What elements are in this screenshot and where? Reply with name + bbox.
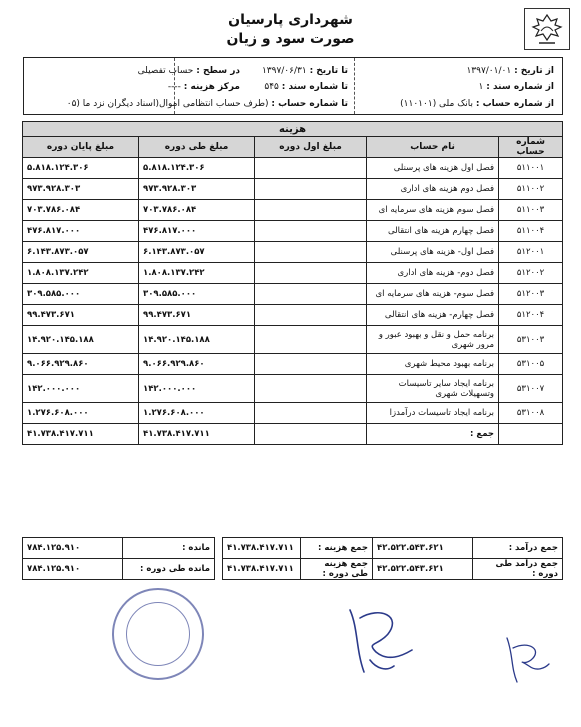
account-code: ۵۱۱۰۰۳: [499, 200, 563, 221]
col-account-no: شماره حساب: [499, 137, 563, 158]
section-title: هزینه: [23, 122, 563, 137]
table-row: [23, 179, 563, 200]
from-doc-number: از شماره سند : ۱: [478, 82, 554, 92]
cost-center: مرکز هزینه : ----: [167, 82, 240, 92]
col-opening-amount: مبلغ اول دوره: [255, 137, 367, 158]
table-row: [23, 158, 563, 179]
account-code: ۵۱۲۰۰۱: [499, 242, 563, 263]
table-row: [23, 354, 563, 375]
expense-table: [22, 121, 563, 445]
balance-value: ۷۸۴.۱۲۵.۹۱۰: [23, 538, 123, 559]
income-period-label: جمع درآمد طی دوره :: [473, 559, 563, 580]
from-date: از تاریخ : ۱۳۹۷/۰۱/۰۱: [466, 66, 554, 76]
account-name: فصل دوم هزینه های اداری: [367, 179, 499, 200]
opening-amount: [255, 221, 367, 242]
expense-total-label: جمع هزینه :: [301, 538, 373, 559]
opening-amount: [255, 326, 367, 354]
opening-amount: [255, 375, 367, 403]
period-amount: ۶.۱۴۳.۸۷۳.۰۵۷: [139, 242, 255, 263]
account-name: فصل چهارم هزینه های انتقالی: [367, 221, 499, 242]
income-total-label: جمع درآمد :: [473, 538, 563, 559]
account-name: فصل سوم- هزینه های سرمایه ای: [367, 284, 499, 305]
total-label: جمع :: [367, 424, 499, 445]
period-amount: ۱۴۲.۰۰۰.۰۰۰: [139, 375, 255, 403]
col-account-name: نام حساب: [367, 137, 499, 158]
summary-gap: [215, 538, 223, 559]
opening-amount: [255, 284, 367, 305]
summary-gap-2: [215, 559, 223, 580]
col-period-amount: مبلغ طی دوره: [139, 137, 255, 158]
balance-period-label: مانده طی دوره :: [123, 559, 215, 580]
closing-amount: ۱۴۲.۰۰۰.۰۰۰: [23, 375, 139, 403]
col-closing-amount: مبلغ پایان دوره: [23, 137, 139, 158]
from-account: از شماره حساب : بانک ملی (۱۱۰۱۰۱): [400, 99, 554, 109]
total-period: ۴۱.۷۳۸.۴۱۷.۷۱۱: [139, 424, 255, 445]
table-row: [23, 284, 563, 305]
signature: [330, 600, 420, 680]
to-account: تا شماره حساب : (طرف حساب انتظامی اموال(اسناد دیگران نزد ما (۰۵: [66, 99, 348, 109]
expense-total-value: ۴۱.۷۳۸.۴۱۷.۷۱۱: [223, 538, 301, 559]
account-name: فصل اول هزینه های پرسنلی: [367, 158, 499, 179]
closing-amount: ۱.۲۷۶.۶۰۸.۰۰۰: [23, 403, 139, 424]
table-row: [23, 305, 563, 326]
account-name: فصل اول- هزینه های پرسنلی: [367, 242, 499, 263]
period-amount: ۴۷۶.۸۱۷.۰۰۰: [139, 221, 255, 242]
table-row: [23, 242, 563, 263]
opening-amount: [255, 403, 367, 424]
account-name: برنامه حمل و نقل و بهبود عبور و مرور شهری: [367, 326, 499, 354]
account-code: ۵۳۱۰۰۳: [499, 326, 563, 354]
municipality-name: شهرداری پارسیان: [228, 12, 353, 28]
total-opening: [255, 424, 367, 445]
closing-amount: ۹.۰۶۶.۹۲۹.۸۶۰: [23, 354, 139, 375]
period-amount: ۹.۰۶۶.۹۲۹.۸۶۰: [139, 354, 255, 375]
report-title: صورت سود و زیان: [226, 31, 355, 47]
total-blank: [499, 424, 563, 445]
opening-amount: [255, 263, 367, 284]
account-code: ۵۳۱۰۰۷: [499, 375, 563, 403]
opening-amount: [255, 158, 367, 179]
account-name: برنامه بهبود محیط شهری: [367, 354, 499, 375]
account-code: ۵۱۲۰۰۳: [499, 284, 563, 305]
period-amount: ۱۴.۹۲۰.۱۴۵.۱۸۸: [139, 326, 255, 354]
summary-table: [22, 537, 563, 580]
to-date: تا تاریخ : ۱۳۹۷/۰۶/۳۱: [261, 66, 348, 76]
municipality-logo-icon: [524, 8, 570, 50]
period-amount: ۳۰۹.۵۸۵.۰۰۰: [139, 284, 255, 305]
period-amount: ۵.۸۱۸.۱۲۴.۳۰۶: [139, 158, 255, 179]
total-closing: ۴۱.۷۳۸.۴۱۷.۷۱۱: [23, 424, 139, 445]
account-name: برنامه ایجاد سایر تاسیسات وتسهیلات شهری: [367, 375, 499, 403]
expense-period-value: ۴۱.۷۳۸.۴۱۷.۷۱۱: [223, 559, 301, 580]
table-row: [23, 263, 563, 284]
initials-signature: [495, 628, 555, 688]
to-doc-number: تا شماره سند : ۵۴۵: [264, 82, 348, 92]
closing-amount: ۱۴.۹۲۰.۱۴۵.۱۸۸: [23, 326, 139, 354]
table-row: [23, 326, 563, 354]
closing-amount: ۵.۸۱۸.۱۲۴.۳۰۶: [23, 158, 139, 179]
report-filters-box: [23, 57, 563, 115]
period-amount: ۱.۸۰۸.۱۳۷.۲۴۲: [139, 263, 255, 284]
account-code: ۵۱۱۰۰۴: [499, 221, 563, 242]
table-row: [23, 221, 563, 242]
account-name: فصل چهارم- هزینه های انتقالی: [367, 305, 499, 326]
account-name: فصل دوم- هزینه های اداری: [367, 263, 499, 284]
income-total-value: ۴۲.۵۲۲.۵۴۳.۶۲۱: [373, 538, 473, 559]
period-amount: ۷۰۳.۷۸۶.۰۸۴: [139, 200, 255, 221]
closing-amount: ۳۰۹.۵۸۵.۰۰۰: [23, 284, 139, 305]
balance-period-value: ۷۸۴.۱۲۵.۹۱۰: [23, 559, 123, 580]
closing-amount: ۷۰۳.۷۸۶.۰۸۴: [23, 200, 139, 221]
account-code: ۵۱۲۰۰۲: [499, 263, 563, 284]
closing-amount: ۶.۱۴۳.۸۷۳.۰۵۷: [23, 242, 139, 263]
account-code: ۵۱۲۰۰۴: [499, 305, 563, 326]
table-row: [23, 403, 563, 424]
account-name: برنامه ایجاد تاسیسات درآمدزا: [367, 403, 499, 424]
table-row: [23, 200, 563, 221]
account-code: ۵۱۱۰۰۲: [499, 179, 563, 200]
income-period-value: ۴۲.۵۲۲.۵۴۳.۶۲۱: [373, 559, 473, 580]
balance-label: مانده :: [123, 538, 215, 559]
account-name: فصل سوم هزینه های سرمایه ای: [367, 200, 499, 221]
closing-amount: ۹۷۳.۹۲۸.۳۰۳: [23, 179, 139, 200]
closing-amount: ۹۹.۴۷۳.۶۷۱: [23, 305, 139, 326]
official-stamp: [112, 588, 204, 680]
account-code: ۵۳۱۰۰۸: [499, 403, 563, 424]
opening-amount: [255, 242, 367, 263]
account-code: ۵۱۱۰۰۱: [499, 158, 563, 179]
opening-amount: [255, 305, 367, 326]
table-total-row: [23, 424, 563, 445]
expense-period-label: جمع هزینه طی دوره :: [301, 559, 373, 580]
opening-amount: [255, 200, 367, 221]
closing-amount: ۱.۸۰۸.۱۳۷.۲۴۲: [23, 263, 139, 284]
opening-amount: [255, 354, 367, 375]
period-amount: ۱.۲۷۶.۶۰۸.۰۰۰: [139, 403, 255, 424]
table-body: [23, 158, 563, 424]
account-code: ۵۳۱۰۰۵: [499, 354, 563, 375]
level: در سطح : حساب تفصیلی: [137, 66, 240, 76]
period-amount: ۹۹.۴۷۳.۶۷۱: [139, 305, 255, 326]
period-amount: ۹۷۳.۹۲۸.۳۰۳: [139, 179, 255, 200]
closing-amount: ۴۷۶.۸۱۷.۰۰۰: [23, 221, 139, 242]
table-row: [23, 375, 563, 403]
opening-amount: [255, 179, 367, 200]
